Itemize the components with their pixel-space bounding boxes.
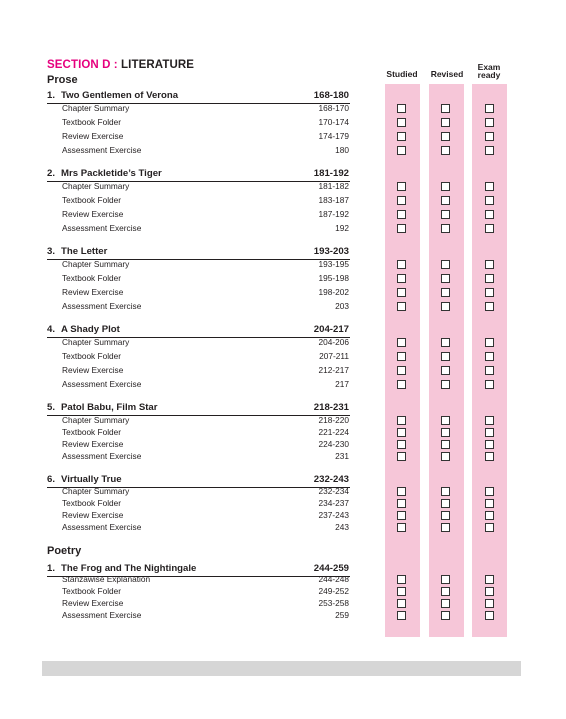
revised-checkbox[interactable]	[441, 575, 450, 584]
revised-checkbox[interactable]	[441, 511, 450, 520]
studied-checkbox[interactable]	[397, 196, 406, 205]
chapter-heading	[47, 168, 350, 182]
item-label: Stanzawise Explanation	[62, 574, 151, 584]
item-pages: 249-252	[318, 586, 349, 596]
prose-label: Prose	[47, 74, 78, 86]
item-label: Textbook Folder	[62, 427, 122, 437]
item-label: Textbook Folder	[62, 586, 122, 596]
exam-ready-checkbox[interactable]	[485, 338, 494, 347]
item-pages: 193-195	[318, 259, 349, 269]
item-pages: 192	[335, 223, 349, 233]
studied-checkbox[interactable]	[397, 599, 406, 608]
revised-checkbox[interactable]	[441, 416, 450, 425]
item-pages: 203	[335, 301, 349, 311]
list-item	[62, 195, 349, 207]
list-item	[62, 427, 349, 439]
chapter-title: Virtually True	[61, 474, 122, 485]
list-item	[62, 415, 349, 427]
studied-checkbox[interactable]	[397, 499, 406, 508]
studied-checkbox[interactable]	[397, 611, 406, 620]
exam-ready-checkbox[interactable]	[485, 118, 494, 127]
studied-checkbox[interactable]	[397, 575, 406, 584]
studied-checkbox[interactable]	[397, 416, 406, 425]
item-label: Textbook Folder	[62, 273, 122, 283]
list-item	[62, 117, 349, 129]
revised-checkbox[interactable]	[441, 196, 450, 205]
chapter-number: 4.	[47, 324, 56, 335]
list-item	[62, 510, 349, 522]
item-pages: 221-224	[318, 427, 349, 437]
studied-checkbox[interactable]	[397, 146, 406, 155]
item-label: Assessment Exercise	[62, 522, 142, 532]
revised-checkbox[interactable]	[441, 599, 450, 608]
studied-checkbox[interactable]	[397, 260, 406, 269]
column-header-studied: Studied	[386, 69, 418, 79]
list-item	[62, 287, 349, 299]
exam-ready-checkbox[interactable]	[485, 523, 494, 532]
studied-checkbox[interactable]	[397, 118, 406, 127]
chapter-title: The Letter	[61, 246, 108, 257]
list-item	[62, 209, 349, 221]
item-pages: 195-198	[318, 273, 349, 283]
item-pages: 198-202	[318, 287, 349, 297]
studied-checkbox[interactable]	[397, 132, 406, 141]
studied-checkbox[interactable]	[397, 587, 406, 596]
item-label: Review Exercise	[62, 287, 124, 297]
revised-checkbox[interactable]	[441, 104, 450, 113]
item-pages: 168-170	[318, 103, 349, 113]
chapter-heading	[47, 90, 350, 104]
exam-ready-checkbox[interactable]	[485, 499, 494, 508]
exam-ready-checkbox[interactable]	[485, 260, 494, 269]
exam-ready-checkbox[interactable]	[485, 611, 494, 620]
exam-ready-checkbox[interactable]	[485, 288, 494, 297]
list-item	[62, 439, 349, 451]
item-label: Review Exercise	[62, 209, 124, 219]
chapter-number: 3.	[47, 246, 56, 257]
exam-ready-checkbox[interactable]	[485, 575, 494, 584]
revised-checkbox[interactable]	[441, 224, 450, 233]
chapter-title: Mrs Packletide’s Tiger	[61, 168, 162, 179]
studied-checkbox[interactable]	[397, 452, 406, 461]
item-label: Assessment Exercise	[62, 301, 142, 311]
revised-checkbox[interactable]	[441, 182, 450, 191]
item-label: Textbook Folder	[62, 117, 122, 127]
item-label: Textbook Folder	[62, 498, 122, 508]
item-pages: 232-234	[318, 486, 349, 496]
studied-checkbox[interactable]	[397, 274, 406, 283]
studied-checkbox[interactable]	[397, 210, 406, 219]
item-pages: 237-243	[318, 510, 349, 520]
item-label: Review Exercise	[62, 598, 124, 608]
section-heading	[47, 59, 194, 71]
item-label: Chapter Summary	[62, 103, 130, 113]
exam-ready-checkbox[interactable]	[485, 599, 494, 608]
item-pages: 224-230	[318, 439, 349, 449]
chapter-title: A Shady Plot	[61, 324, 120, 335]
studied-checkbox[interactable]	[397, 182, 406, 191]
list-item	[62, 223, 349, 235]
studied-checkbox[interactable]	[397, 338, 406, 347]
chapter-number: 5.	[47, 402, 56, 413]
item-label: Assessment Exercise	[62, 223, 142, 233]
item-label: Chapter Summary	[62, 259, 130, 269]
studied-checkbox[interactable]	[397, 224, 406, 233]
chapter-pages: 181-192	[313, 168, 349, 179]
list-item	[62, 181, 349, 193]
studied-checkbox[interactable]	[397, 380, 406, 389]
item-label: Assessment Exercise	[62, 379, 142, 389]
list-item	[62, 574, 349, 586]
chapter-pages: 204-217	[313, 324, 349, 335]
exam-ready-checkbox[interactable]	[485, 511, 494, 520]
exam-ready-checkbox[interactable]	[485, 274, 494, 283]
item-label: Chapter Summary	[62, 337, 130, 347]
item-label: Textbook Folder	[62, 195, 122, 205]
revised-checkbox[interactable]	[441, 587, 450, 596]
revised-checkbox[interactable]	[441, 428, 450, 437]
item-label: Chapter Summary	[62, 486, 130, 496]
list-item	[62, 522, 349, 534]
studied-checkbox[interactable]	[397, 511, 406, 520]
exam-ready-checkbox[interactable]	[485, 416, 494, 425]
exam-ready-checkbox[interactable]	[485, 380, 494, 389]
item-label: Review Exercise	[62, 439, 124, 449]
revised-checkbox[interactable]	[441, 146, 450, 155]
chapter-heading	[47, 324, 350, 338]
exam-ready-checkbox[interactable]	[485, 104, 494, 113]
list-item	[62, 379, 349, 391]
column-header-revised: Revised	[430, 69, 464, 79]
studied-checkbox[interactable]	[397, 352, 406, 361]
chapter-pages: 218-231	[313, 402, 349, 413]
revised-checkbox[interactable]	[441, 210, 450, 219]
item-label: Review Exercise	[62, 510, 124, 520]
chapter-pages: 168-180	[313, 90, 349, 101]
exam-ready-checkbox[interactable]	[485, 146, 494, 155]
revised-checkbox[interactable]	[441, 611, 450, 620]
list-item	[62, 486, 349, 498]
item-pages: 170-174	[318, 117, 349, 127]
exam-ready-checkbox[interactable]	[485, 428, 494, 437]
chapter-number: 2.	[47, 168, 56, 179]
list-item	[62, 610, 349, 622]
item-pages: 207-211	[319, 351, 349, 361]
studied-checkbox[interactable]	[397, 428, 406, 437]
revised-checkbox[interactable]	[441, 288, 450, 297]
list-item	[62, 145, 349, 157]
item-pages: 181-182	[318, 181, 349, 191]
item-label: Review Exercise	[62, 365, 124, 375]
item-pages: 244-248	[318, 574, 349, 584]
chapter-pages: 193-203	[313, 246, 349, 257]
exam-ready-checkbox[interactable]	[485, 302, 494, 311]
item-pages: 259	[335, 610, 349, 620]
item-label: Assessment Exercise	[62, 451, 142, 461]
chapter-pages: 232-243	[313, 474, 349, 485]
revised-checkbox[interactable]	[441, 352, 450, 361]
list-item	[62, 273, 349, 285]
chapter-title: Patol Babu, Film Star	[61, 402, 158, 413]
poetry-label: Poetry	[47, 545, 82, 557]
studied-checkbox[interactable]	[397, 440, 406, 449]
studied-checkbox[interactable]	[397, 104, 406, 113]
chapter-heading	[47, 402, 350, 416]
revised-checkbox[interactable]	[441, 499, 450, 508]
list-item	[62, 351, 349, 363]
exam-ready-checkbox[interactable]	[485, 132, 494, 141]
chapter-number: 6.	[47, 474, 56, 485]
item-label: Assessment Exercise	[62, 610, 142, 620]
exam-ready-checkbox[interactable]	[485, 182, 494, 191]
list-item	[62, 103, 349, 115]
studied-checkbox[interactable]	[397, 487, 406, 496]
item-pages: 231	[335, 451, 349, 461]
exam-ready-checkbox[interactable]	[485, 196, 494, 205]
column-header-exam-ready	[468, 63, 510, 79]
item-pages: 204-206	[318, 337, 349, 347]
revised-checkbox[interactable]	[441, 487, 450, 496]
exam-ready-checkbox[interactable]	[485, 452, 494, 461]
list-item	[62, 131, 349, 143]
item-label: Chapter Summary	[62, 415, 130, 425]
revised-checkbox[interactable]	[441, 366, 450, 375]
revised-checkbox[interactable]	[441, 523, 450, 532]
column-header-exam-line1: Exam	[477, 62, 501, 72]
chapter-pages: 244-259	[313, 563, 349, 574]
list-item	[62, 301, 349, 313]
exam-ready-checkbox[interactable]	[485, 224, 494, 233]
list-item	[62, 365, 349, 377]
item-pages: 234-237	[318, 498, 349, 508]
exam-ready-checkbox[interactable]	[485, 587, 494, 596]
item-label: Review Exercise	[62, 131, 124, 141]
revised-checkbox[interactable]	[441, 118, 450, 127]
studied-checkbox[interactable]	[397, 302, 406, 311]
chapter-number: 1.	[47, 90, 56, 101]
studied-checkbox[interactable]	[397, 288, 406, 297]
revised-checkbox[interactable]	[441, 440, 450, 449]
chapter-title: The Frog and The Nightingale	[61, 563, 197, 574]
item-pages: 174-179	[318, 131, 349, 141]
chapter-title: Two Gentlemen of Verona	[61, 90, 179, 101]
item-pages: 217	[335, 379, 349, 389]
column-header-exam-line2: ready	[477, 70, 501, 80]
item-pages: 187-192	[318, 209, 349, 219]
revised-checkbox[interactable]	[441, 338, 450, 347]
section-title: LITERATURE	[121, 59, 195, 71]
list-item	[62, 498, 349, 510]
footer-bar	[42, 661, 521, 676]
exam-ready-checkbox[interactable]	[485, 440, 494, 449]
revised-checkbox[interactable]	[441, 260, 450, 269]
list-item	[62, 337, 349, 349]
list-item	[62, 598, 349, 610]
item-label: Textbook Folder	[62, 351, 122, 361]
chapter-number: 1.	[47, 563, 56, 574]
exam-ready-checkbox[interactable]	[485, 487, 494, 496]
list-item	[62, 259, 349, 271]
item-pages: 212-217	[318, 365, 349, 375]
item-pages: 180	[335, 145, 349, 155]
item-pages: 243	[335, 522, 349, 532]
revised-checkbox[interactable]	[441, 380, 450, 389]
item-label: Assessment Exercise	[62, 145, 142, 155]
chapter-heading	[47, 246, 350, 260]
list-item	[62, 586, 349, 598]
revised-checkbox[interactable]	[441, 302, 450, 311]
item-pages: 183-187	[318, 195, 349, 205]
studied-checkbox[interactable]	[397, 523, 406, 532]
list-item	[62, 451, 349, 463]
studied-checkbox[interactable]	[397, 366, 406, 375]
revised-checkbox[interactable]	[441, 452, 450, 461]
section-number: SECTION D :	[47, 59, 118, 71]
revised-checkbox[interactable]	[441, 274, 450, 283]
item-pages: 218-220	[318, 415, 349, 425]
revised-checkbox[interactable]	[441, 132, 450, 141]
exam-ready-checkbox[interactable]	[485, 210, 494, 219]
item-pages: 253-258	[318, 598, 349, 608]
exam-ready-checkbox[interactable]	[485, 352, 494, 361]
item-label: Chapter Summary	[62, 181, 130, 191]
exam-ready-checkbox[interactable]	[485, 366, 494, 375]
